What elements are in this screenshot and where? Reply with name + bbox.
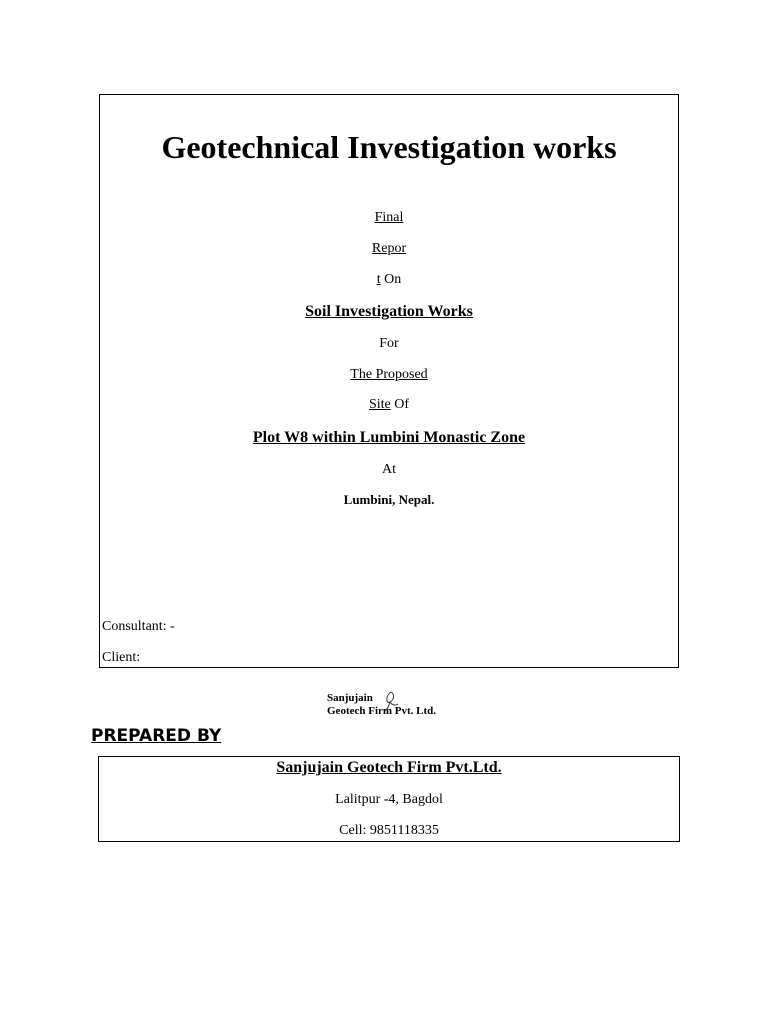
text-of: Of (390, 397, 410, 412)
line-for: For (379, 336, 399, 351)
logo-text-line1: Sanjujain (327, 692, 373, 704)
text-final: Final (374, 210, 404, 225)
line-proposed (100, 367, 678, 383)
firm-cell: Cell: 9851118335 (339, 823, 439, 838)
line-final (100, 210, 678, 226)
plot-heading: Plot W8 within Lumbini Monastic Zone (252, 429, 526, 446)
cover-box (99, 94, 679, 668)
text-on: On (380, 272, 402, 287)
signature-icon (381, 690, 401, 712)
firm-address: Lalitpur -4, Bagdol (335, 792, 443, 807)
firm-logo (327, 690, 452, 724)
text-repor: Repor (371, 241, 407, 256)
line-site-of (100, 397, 678, 413)
line-repor (100, 241, 678, 257)
prepared-by-heading: PREPARED BY (91, 726, 222, 746)
text-site: Site (368, 397, 391, 412)
text-the-proposed: The Proposed (350, 367, 428, 382)
location-text: Lumbini, Nepal. (343, 492, 435, 507)
line-at: At (382, 462, 396, 477)
firm-details-box (98, 756, 680, 842)
text-t: t (376, 272, 381, 287)
firm-name: Sanjujain Geotech Firm Pvt.Ltd. (276, 759, 502, 776)
soil-investigation-heading: Soil Investigation Works (305, 303, 473, 320)
consultant-label: Consultant: - (102, 619, 175, 634)
logo-text-line2: Geotech Firm Pvt. Ltd. (327, 705, 437, 717)
document-title: Geotechnical Investigation works (161, 129, 617, 165)
line-t-on (100, 272, 678, 288)
client-label: Client: (102, 650, 141, 665)
